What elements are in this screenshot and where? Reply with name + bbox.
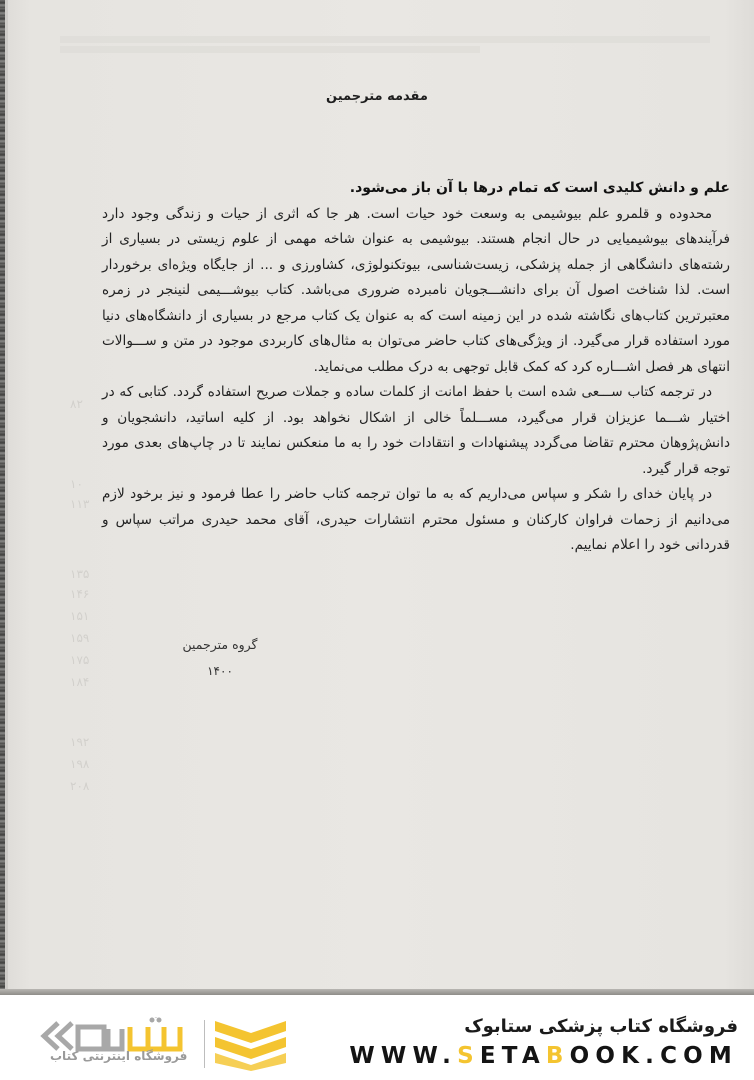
bleed-through-number: ۱۰ [70,477,83,491]
store-url-link[interactable] [349,1043,738,1069]
bleed-through-number: ۱۵۹ [70,631,90,645]
logo-divider [204,1020,205,1068]
lead-sentence: علم و دانش کلیدی است که تمام درها با آن باز می‌شود. [349,180,730,196]
paragraph: در ترجمه کتاب ســـعی شده است با حفظ امانت از کلمات ساده و جملات صریح استفاده گردد. کتابی که در اختیار شـــما عزیزان قرار می‌گیرد، مســـلماً خالی از اشکال نخواهد بود. از کلیه اساتید، دانشجویان و دانش‌پژوهان محترم تقاضا می‌گردد پیشنهادات و انتقادات خود را به ما منعکس نمایند تا در چاپ‌های بعدی مورد توجه قرار گیرد. [102,384,730,477]
setabook-logo-icon [213,1019,288,1071]
bleed-through-number: ۱۵۱ [70,609,90,623]
bleed-through-number: ۱۴۶ [70,587,90,601]
page-title: مقدمه مترجمین [326,89,428,104]
signature-name: گروه مترجمین [182,637,258,652]
url-accent-letter: B [545,1043,570,1069]
page-inner-edge [5,0,8,995]
bleed-through-number: ۱۸۴ [70,675,90,689]
url-part: OOK.COM [569,1043,738,1069]
signature-year: ۱۴۰۰ [207,664,233,678]
paragraph: در پایان خدای را شکر و سپاس می‌داریم که به ما توان ترجمه کتاب حاضر را عطا فرمود و نیز برخود لازم می‌دانیم از زحمات فراوان کارکنان و مسئول محترم انتشارات حیدری، آقای محمد حیدری مراتب سپاس و قدردانی خود را اعلام نماییم. [102,486,730,553]
bleed-through-number: ۱۱۳ [70,497,90,511]
signature-block [155,637,285,678]
bleed-through-line [60,36,710,43]
bleed-through-number: ۱۹۸ [70,757,90,771]
bleed-through-number: ۱۳۵ [70,567,90,581]
store-title: فروشگاه کتاب پزشکی ستابوک [464,1016,738,1037]
bleed-through-number: ۲۰۸ [70,779,90,793]
paragraph: محدوده و قلمرو علم بیوشیمی به وسعت خود حیات است. هر جا که اثری از حیات و زندگی وجود دارد فرآیندهای بیوشیمیایی در حال انجام هستند. بیوشیمی به عنوان شاخه مهمی از علوم زیستی در بسیاری از رشته‌های دانشگاهی از جمله پزشکی، زیست‌شناسی، بیوتکنولوژی، کشاورزی و ... از جایگاه ویژه‌ای برخوردار است. لذا شناخت اصول آن برای دانشـــجویان نامبرده ضروری می‌باشد. کتاب بیوشـــیمی لنینجر در زمره معتبرترین کتاب‌های نگاشته شده در این زمینه است که به عنوان یک کتاب مرجع در بسیاری از دانشگاه‌های دنیا مورد استفاده قرار می‌گیرد. از ویژگی‌های کتاب حاضر می‌توان به مثال‌های کاربردی موجود در متن و ســـوالات انتهای هر فصل اشـــاره کرد که کمک قابل توجهی به درک مطلب می‌نماید. [102,205,730,375]
bleed-through-number: ۱۹۲ [70,735,90,749]
bleed-through-line [60,46,480,53]
logo-tagline: فروشگاه اینترنتی کتاب [50,1049,188,1063]
bleed-through-number: ۸۲ [70,397,83,411]
url-part: ETA [479,1043,546,1069]
url-part: WWW. [349,1043,458,1069]
bleed-through-number: ۱۷۵ [70,653,90,667]
url-accent-letter: S [457,1043,480,1069]
preface-body [102,176,730,559]
